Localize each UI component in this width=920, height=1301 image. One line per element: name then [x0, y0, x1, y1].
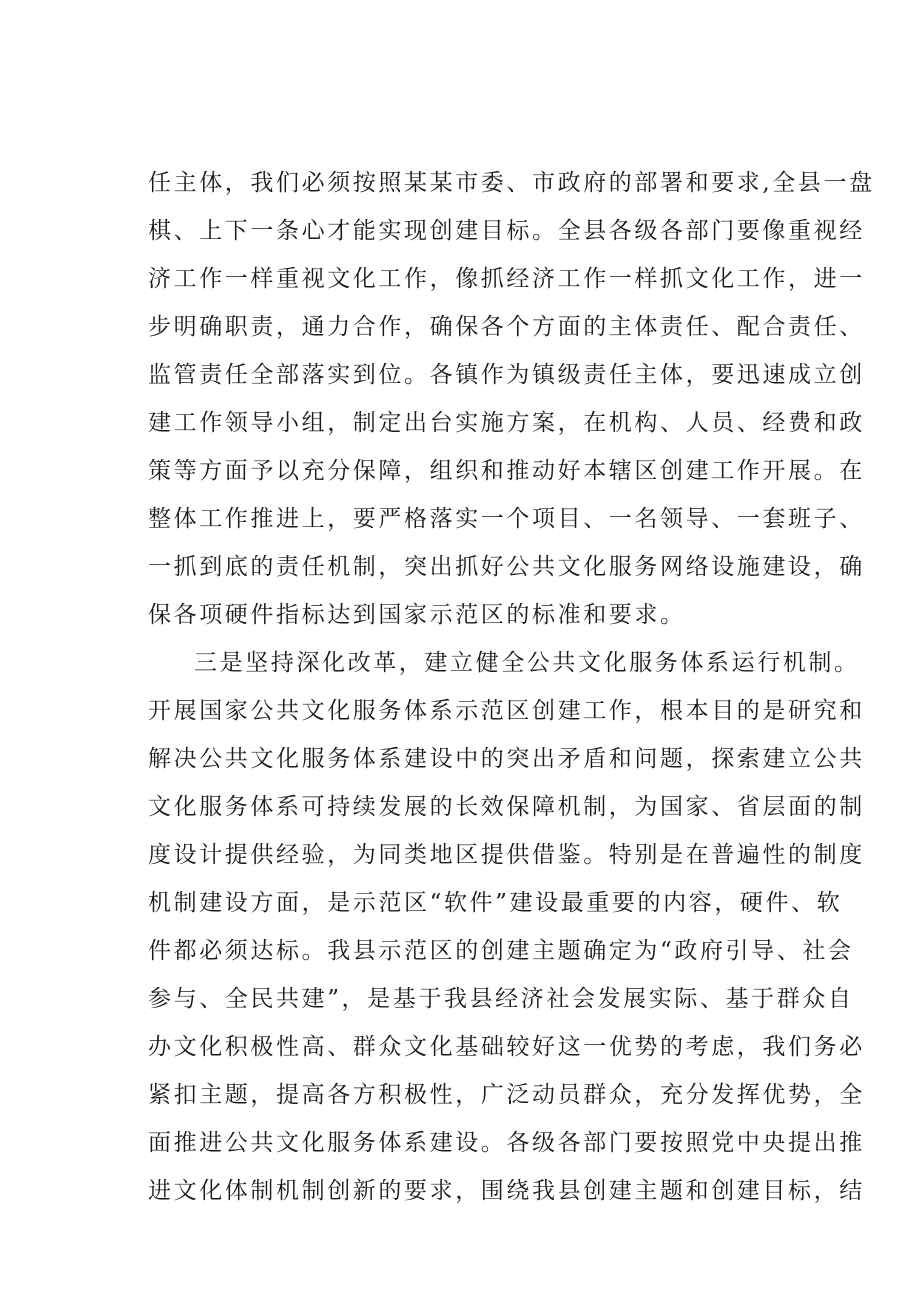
text-line: 棋、上下一条心才能实现创建目标。全县各级各部门要像重视经 — [148, 218, 865, 244]
text-line: 文化服务体系可持续发展的长效保障机制，为国家、省层面的制 — [148, 794, 865, 820]
paragraph-heading-line: 三是坚持深化改革，建立健全公共文化服务体系运行机制。 — [194, 650, 860, 676]
text-line: 紧扣主题，提高各方积极性，广泛动员群众，充分发挥优势，全 — [148, 1082, 865, 1108]
text-line: 任主体，我们必须按照某某市委、市政府的部署和要求,全县一盘 — [148, 170, 875, 196]
text-line: 开展国家公共文化服务体系示范区创建工作，根本目的是研究和 — [148, 698, 865, 724]
text-line: 一抓到底的责任机制，突出抓好公共文化服务网络设施建设，确 — [148, 554, 865, 580]
text-line: 件都必须达标。我县示范区的创建主题确定为“政府引导、社会 — [148, 938, 854, 964]
text-line: 监管责任全部落实到位。各镇作为镇级责任主体，要迅速成立创 — [148, 362, 865, 388]
text-line: 度设计提供经验，为同类地区提供借鉴。特别是在普遍性的制度 — [148, 842, 865, 868]
text-line: 步明确职责，通力合作，确保各个方面的主体责任、配合责任、 — [148, 314, 865, 340]
text-line: 参与、全民共建”，是基于我县经济社会发展实际、基于群众自 — [148, 986, 854, 1012]
text-line: 办文化积极性高、群众文化基础较好这一优势的考虑，我们务必 — [148, 1034, 865, 1060]
text-line: 面推进公共文化服务体系建设。各级各部门要按照党中央提出推 — [148, 1130, 865, 1156]
text-line: 解决公共文化服务体系建设中的突出矛盾和问题，探索建立公共 — [148, 746, 865, 772]
text-line: 策等方面予以充分保障，组织和推动好本辖区创建工作开展。在 — [148, 458, 865, 484]
text-line: 机制建设方面，是示范区“软件”建设最重要的内容，硬件、软 — [148, 890, 843, 916]
text-line: 保各项硬件指标达到国家示范区的标准和要求。 — [148, 602, 686, 628]
body-text — [148, 159, 875, 1215]
text-line: 进文化体制机制创新的要求，围绕我县创建主题和创建目标，结 — [148, 1178, 865, 1204]
text-line: 整体工作推进上，要严格落实一个项目、一名领导、一套班子、 — [148, 506, 865, 532]
text-line: 济工作一样重视文化工作，像抓经济工作一样抓文化工作，进一 — [148, 266, 865, 292]
text-line: 建工作领导小组，制定出台实施方案，在机构、人员、经费和政 — [148, 410, 865, 436]
